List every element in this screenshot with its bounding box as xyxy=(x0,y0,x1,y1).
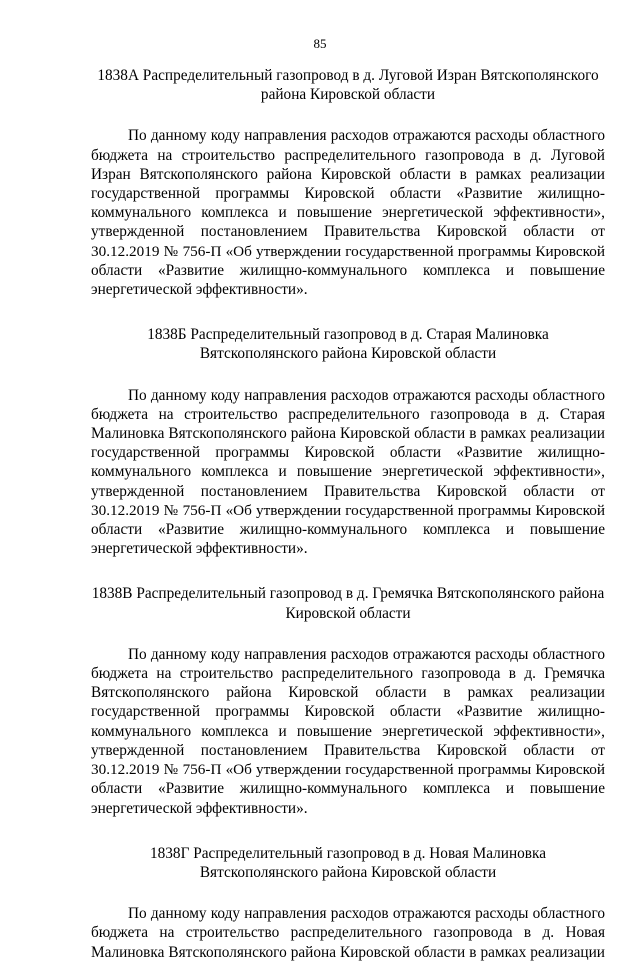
page-number: 85 xyxy=(313,36,327,51)
paragraph-line: 30.12.2019 № 756-П «Об утверждении государственной программы Кировской xyxy=(91,501,605,519)
paragraph-line: По данному коду направления расходов отражаются расходы областного xyxy=(128,386,605,404)
paragraph-line: области «Развитие жилищно-коммунального комплекса и повышение xyxy=(91,521,605,539)
heading-line: Вятскополянского района Кировской области xyxy=(199,345,497,363)
paragraph-line: Изран Вятскополянского района Кировской области в рамках реализации xyxy=(91,165,605,183)
heading-line: Кировской области xyxy=(285,604,411,622)
heading-line: 1838А Распределительный газопровод в д. Луговой Изран Вятскополянского xyxy=(97,67,599,84)
paragraph-line: коммунального комплекса и повышение энергетической эффективности», xyxy=(91,463,605,481)
paragraph-line: коммунального комплекса и повышение энергетической эффективности», xyxy=(91,204,605,222)
paragraph-line: энергетической эффективности». xyxy=(91,540,308,558)
section-paragraph xyxy=(91,386,605,559)
paragraph-line: утвержденной постановлением Правительства Кировской области от xyxy=(91,223,605,241)
paragraph-line: области «Развитие жилищно-коммунального комплекса и повышение xyxy=(91,261,605,279)
heading-line: 1838В Распределительный газопровод в д. Гремячка Вятскополянского района xyxy=(91,585,605,603)
paragraph-line: Вятскополянского района Кировской области в рамках реализации xyxy=(91,684,605,702)
paragraph-line: коммунального комплекса и повышение энергетической эффективности», xyxy=(91,722,605,740)
section-1838g xyxy=(91,844,605,962)
heading-line: района Кировской области xyxy=(260,86,436,104)
paragraph-line: По данному коду направления расходов отражаются расходы областного xyxy=(128,905,605,923)
heading-line: 1838Б Распределительный газопровод в д. Старая Малиновка xyxy=(147,326,549,344)
paragraph-line: бюджета на строительство распределительного газопровода в д. Новая xyxy=(91,924,605,942)
paragraph-line: По данному коду направления расходов отражаются расходы областного xyxy=(128,127,605,145)
paragraph-line: 30.12.2019 № 756-П «Об утверждении государственной программы Кировской xyxy=(91,242,605,260)
page-content xyxy=(91,66,605,962)
section-heading xyxy=(91,584,605,622)
paragraph-line: бюджета на строительство распределительного газопровода в д. Старая xyxy=(91,405,605,423)
section-heading xyxy=(91,325,605,363)
section-heading xyxy=(91,66,605,104)
paragraph-line: государственной программы Кировской области «Развитие жилищно- xyxy=(91,185,605,203)
paragraph-line: бюджета на строительство распределительного газопровода в д. Луговой xyxy=(91,146,605,164)
paragraph-line: утвержденной постановлением Правительства Кировской области от xyxy=(91,482,605,500)
paragraph-line: 30.12.2019 № 756-П «Об утверждении государственной программы Кировской xyxy=(91,761,605,779)
section-1838v xyxy=(91,584,605,817)
paragraph-line: энергетической эффективности». xyxy=(91,281,308,299)
section-1838a xyxy=(91,66,605,299)
paragraph-line: Малиновка Вятскополянского района Кировской области в рамках реализации xyxy=(91,943,605,961)
heading-line: Вятскополянского района Кировской области xyxy=(199,863,497,881)
paragraph-line: области «Развитие жилищно-коммунального комплекса и повышение xyxy=(91,780,605,798)
paragraph-line: По данному коду направления расходов отражаются расходы областного xyxy=(128,645,605,663)
paragraph-line: Малиновка Вятскополянского района Кировской области в рамках реализации xyxy=(91,425,605,443)
paragraph-line: государственной программы Кировской области «Развитие жилищно- xyxy=(91,444,605,462)
heading-line: 1838Г Распределительный газопровод в д. Новая Малиновка xyxy=(149,844,547,862)
paragraph-line: бюджета на строительство распределительного газопровода в д. Гремячка xyxy=(91,665,605,683)
paragraph-line: государственной программы Кировской области «Развитие жилищно- xyxy=(91,703,605,721)
paragraph-line: энергетической эффективности». xyxy=(91,799,308,817)
section-paragraph xyxy=(91,126,605,299)
section-heading xyxy=(91,844,605,882)
section-1838b xyxy=(91,325,605,558)
paragraph-line: утвержденной постановлением Правительства Кировской области от xyxy=(91,741,605,759)
section-paragraph xyxy=(91,904,605,962)
section-paragraph xyxy=(91,645,605,818)
